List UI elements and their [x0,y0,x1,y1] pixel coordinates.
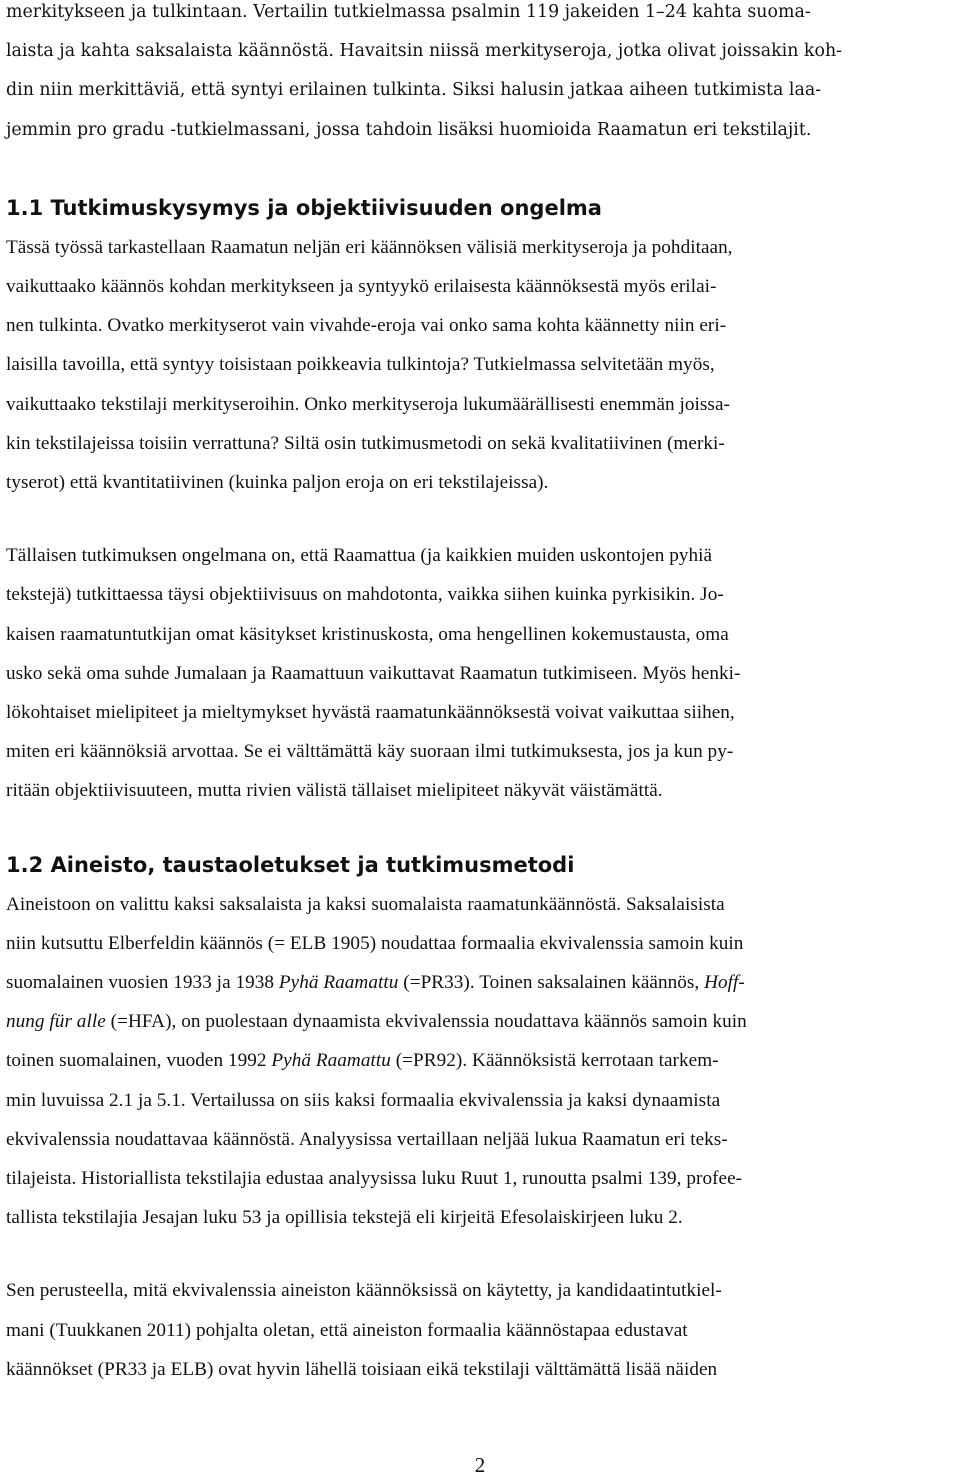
text-line: din niin merkittäviä, että syntyi erilainen tulkinta. Siksi halusin jatkaa aiheen tutkimista laa- [6,80,822,101]
bible-title-italic: nung für alle [6,1011,106,1033]
text-line [6,1011,747,1032]
section-1-2-paragraph-1 [6,885,954,1238]
text-line: miten eri käännöksiä arvottaa. Se ei välttämättä käy suoraan ilmi tutkimuksesta, jos ja kun py- [6,741,734,763]
text-line: kin tekstilajeissa toisiin verrattuna? Siltä osin tutkimusmetodi on sekä kvalitatiivinen (merki- [6,432,725,454]
intro-paragraph [6,0,954,150]
text-line: usko sekä oma suhde Jumalaan ja Raamattuun vaikuttavat Raamatun tutkimiseen. Myös henki- [6,662,741,684]
text-line [6,1050,719,1071]
text-line: vaikuttaako käännös kohdan merkitykseen ja syntyykö erilaisesta käännöksestä myös erilai- [6,276,717,298]
text-segment: suomalainen vuosien 1933 ja 1938 [6,972,279,994]
text-line: laista ja kahta saksalaista käännöstä. Havaitsin niissä merkityseroja, jotka olivat joissakin koh- [6,41,843,62]
text-line: laisilla tavoilla, että syntyy toisistaan poikkeavia tulkintoja? Tutkielmassa selvitetään myös, [6,354,715,376]
text-line: Tällaisen tutkimuksen ongelmana on, että Raamattua (ja kaikkien muiden uskontojen pyhiä [6,545,713,567]
text-line: Tässä työssä tarkastellaan Raamatun neljän eri käännöksen välisiä merkityseroja ja pohditaan, [6,236,733,258]
section-heading-1-2: 1.2 Aineisto, taustaoletukset ja tutkimusmetodi [6,852,575,877]
section-heading-1-1: 1.1 Tutkimuskysymys ja objektiivisuuden ongelma [6,195,602,220]
text-line: ritään objektiivisuuteen, mutta rivien välistä tällaiset mielipiteet näkyvät väistämättä. [6,780,663,802]
section-1-2-paragraph-2 [6,1271,954,1389]
text-line: Aineistoon on valittu kaksi saksalaista ja kaksi suomalaista raamatunkäännöstä. Saksalaisista [6,893,725,915]
text-line: nen tulkinta. Ovatko merkityserot vain vivahde-eroja vai onko sama kohta käännetty niin eri- [6,315,727,337]
text-line: käännökset (PR33 ja ELB) ovat hyvin lähellä toisiaan eikä tekstilaji välttämättä lisää näiden [6,1358,718,1380]
section-1-1-paragraph-2 [6,536,954,810]
text-segment: (=PR33). Toinen saksalainen käännös, [398,972,705,994]
spacer [6,502,954,536]
text-line: niin kutsuttu Elberfeldin käännös (= ELB 1905) noudattaa formaalia ekvivalenssia samoin kuin [6,932,744,954]
text-line: vaikuttaako tekstilaji merkityseroihin. Onko merkityseroja lukumäärällisesti enemmän joissa- [6,393,730,415]
text-line: mani (Tuukkanen 2011) pohjalta oletan, että aineiston formaalia käännöstapaa edustavat [6,1319,688,1341]
text-line: tilajeista. Historiallista tekstilajia edustaa analyysissa luku Ruut 1, runoutta psalmi 139, profee- [6,1168,743,1190]
text-line: tekstejä) tutkittaessa täysi objektiivisuus on mahdotonta, vaikka siihen kuinka pyrkisikin. Jo- [6,584,724,606]
text-line: kaisen raamatuntutkijan omat käsitykset kristinuskosta, oma hengellinen kokemustausta, oma [6,623,729,645]
spacer [6,1237,954,1271]
text-line: tyserot) että kvantitatiivinen (kuinka paljon eroja on eri tekstilajeissa). [6,472,549,494]
bible-title-italic: Pyhä Raamattu [271,1050,391,1072]
text-line: ekvivalenssia noudattavaa käännöstä. Analyysissa vertaillaan neljää lukua Raamatun eri teks- [6,1128,728,1150]
section-1-1-paragraph-1 [6,228,954,502]
text-line [6,972,745,993]
text-line: merkitykseen ja tulkintaan. Vertailin tutkielmassa psalmin 119 jakeiden 1–24 kahta suoma- [6,2,811,22]
text-line: Sen perusteella, mitä ekvivalenssia aineiston käännöksissä on käytetty, ja kandidaatintutkiel- [6,1280,722,1302]
text-line: min luvuissa 2.1 ja 5.1. Vertailussa on siis kaksi formaalia ekvivalenssia ja kaksi dynaamista [6,1089,721,1111]
text-segment: (=HFA), on puolestaan dynaamista ekvivalenssia noudattava käännös samoin kuin [105,1011,747,1033]
text-line: jemmin pro gradu -tutkielmassani, jossa tahdoin lisäksi huomioida Raamatun eri tekstilajit. [6,119,812,140]
spacer [6,150,954,188]
text-line: tallista tekstilajia Jesajan luku 53 ja opillisia tekstejä eli kirjeitä Efesolaiskirjeen luku 2. [6,1207,683,1229]
text-segment: (=PR92). Käännöksistä kerrotaan tarkem- [390,1050,719,1072]
text-line: lökohtaiset mielipiteet ja mieltymykset hyvästä raamatunkäännöksestä voivat vaikuttaa siihen, [6,702,735,724]
bible-title-italic: Pyhä Raamattu [278,972,399,994]
bible-title-italic: Hoff- [704,972,745,994]
page-number: 2 [474,1453,486,1477]
spacer [6,811,954,845]
text-segment: toinen suomalainen, vuoden 1992 [6,1050,272,1072]
